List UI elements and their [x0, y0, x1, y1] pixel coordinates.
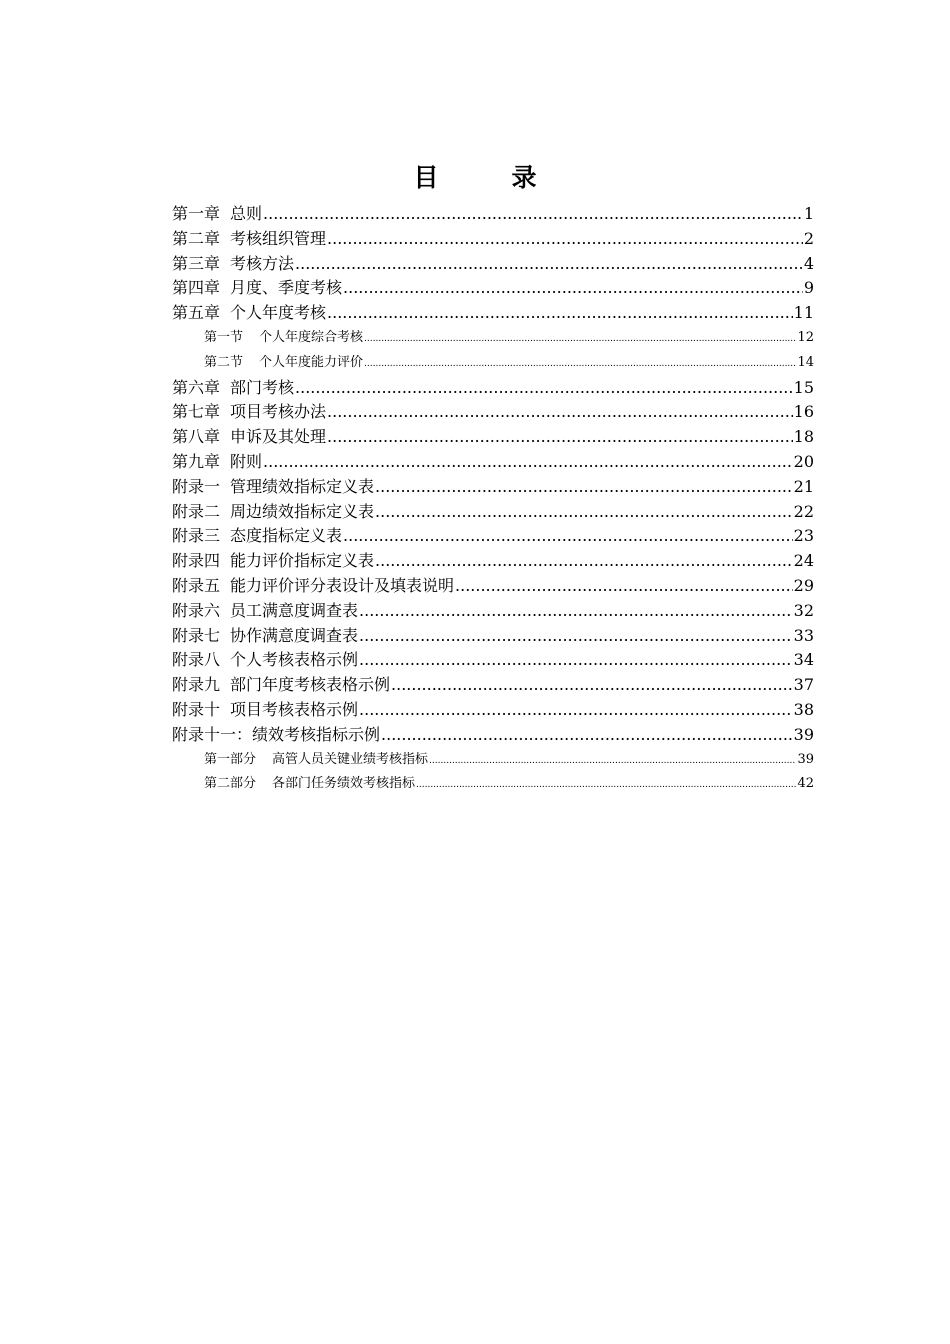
- toc-page-number: 38: [793, 699, 814, 719]
- toc-entry-text: 个人年度能力评价: [259, 354, 364, 370]
- toc-page-number: 4: [803, 253, 814, 273]
- toc-page-number: 39: [793, 724, 814, 744]
- toc-entry-label: 第九章: [172, 451, 221, 471]
- toc-chapter-entry[interactable]: [172, 549, 814, 574]
- toc-chapter-entry[interactable]: [172, 599, 814, 624]
- toc-entry-label: 第二部分: [204, 776, 257, 792]
- toc-chapter-entry[interactable]: [172, 574, 814, 599]
- toc-dot-leader: [359, 624, 793, 649]
- toc-dot-leader: [416, 772, 796, 798]
- toc-chapter-entry[interactable]: [172, 673, 814, 698]
- toc-dot-leader: [364, 326, 796, 352]
- toc-dot-leader: [295, 376, 793, 401]
- toc-dot-leader: [391, 673, 793, 698]
- toc-title: 目 录: [413, 163, 561, 192]
- toc-entry-label: 附录七: [172, 625, 221, 645]
- toc-dot-leader: [375, 475, 793, 500]
- toc-entry-text: 部门年度考核表格示例: [230, 675, 391, 695]
- toc-page-number: 18: [793, 427, 814, 447]
- toc-entry-text: 申诉及其处理: [230, 427, 327, 447]
- toc-page-number: 11: [793, 303, 814, 323]
- toc-page-number: 9: [803, 278, 814, 298]
- toc-entry-label: 附录五: [172, 575, 221, 595]
- toc-chapter-entry[interactable]: [172, 624, 814, 649]
- toc-dot-leader: [327, 400, 793, 425]
- toc-dot-leader: [263, 450, 793, 475]
- toc-page-number: 32: [793, 600, 814, 620]
- toc-chapter-entry[interactable]: [172, 202, 814, 227]
- toc-entry-label: 第四章: [172, 278, 221, 298]
- toc-dot-leader: [364, 351, 796, 377]
- toc-page-number: 15: [793, 377, 814, 397]
- toc-dot-leader: [359, 698, 793, 723]
- toc-entry-label: 第八章: [172, 427, 221, 447]
- toc-entry-text: 管理绩效指标定义表: [230, 476, 375, 496]
- toc-chapter-entry[interactable]: [172, 648, 814, 673]
- toc-entry-text: 月度、季度考核: [230, 278, 343, 298]
- toc-entry-text: 员工满意度调查表: [230, 600, 359, 620]
- toc-entry-label: 附录二: [172, 501, 221, 521]
- toc-page-number: 29: [793, 575, 814, 595]
- toc-section-entry[interactable]: [172, 772, 814, 797]
- toc-page-number: 24: [793, 551, 814, 571]
- toc-section-entry[interactable]: [172, 748, 814, 773]
- toc-dot-leader: [455, 574, 793, 599]
- toc-dot-leader: [327, 301, 793, 326]
- toc-chapter-entry[interactable]: [172, 227, 814, 252]
- toc-entry-text: 个人年度考核: [230, 303, 327, 323]
- toc-dot-leader: [381, 723, 793, 748]
- toc-entry-text: 绩效考核指标示例: [252, 724, 381, 744]
- toc-dot-leader: [429, 748, 796, 774]
- toc-entry-label: 第一节: [204, 329, 244, 345]
- toc-chapter-entry[interactable]: [172, 524, 814, 549]
- toc-chapter-entry[interactable]: [172, 450, 814, 475]
- toc-dot-leader: [343, 276, 803, 301]
- toc-entry-text: 各部门任务绩效考核指标: [272, 776, 416, 792]
- toc-entry-label: 附录六: [172, 600, 221, 620]
- toc-page-number: 1: [803, 204, 814, 223]
- toc-dot-leader: [375, 500, 793, 525]
- toc-entry-label: 第二节: [204, 354, 244, 370]
- toc-entry-label: 附录四: [172, 551, 221, 571]
- toc-page-number: 16: [793, 402, 814, 422]
- toc-page-number: 2: [803, 228, 814, 248]
- toc-entry-text: 总则: [230, 204, 263, 223]
- toc-entry-label: 附录十一：: [172, 724, 253, 744]
- toc-dot-leader: [375, 549, 793, 574]
- toc-chapter-entry[interactable]: [172, 425, 814, 450]
- toc-entry-label: 第六章: [172, 377, 221, 397]
- toc-entry-label: 附录八: [172, 650, 221, 670]
- toc-page-number: 39: [797, 751, 814, 767]
- toc-entry-label: 第三章: [172, 253, 221, 273]
- toc-chapter-entry[interactable]: [172, 723, 814, 748]
- toc-entry-text: 高管人员关键业绩考核指标: [272, 751, 429, 767]
- toc-dot-leader: [343, 524, 793, 549]
- toc-entry-text: 能力评价评分表设计及填表说明: [230, 575, 455, 595]
- toc-entry-text: 项目考核表格示例: [230, 699, 359, 719]
- toc-entry-text: 能力评价指标定义表: [230, 551, 375, 571]
- toc-entry-text: 个人考核表格示例: [230, 650, 359, 670]
- toc-chapter-entry[interactable]: [172, 301, 814, 326]
- toc-chapter-entry[interactable]: [172, 698, 814, 723]
- toc-entry-text: 考核组织管理: [230, 228, 327, 248]
- toc-page-number: 20: [793, 451, 814, 471]
- toc-section-entry[interactable]: [172, 351, 814, 376]
- toc-entry-label: 附录三: [172, 526, 221, 546]
- toc-dot-leader: [359, 599, 793, 624]
- toc-entry-label: 附录十: [172, 699, 221, 719]
- toc-section-entry[interactable]: [172, 326, 814, 351]
- toc-chapter-entry[interactable]: [172, 500, 814, 525]
- toc-entry-text: 附则: [230, 451, 263, 471]
- toc-dot-leader: [295, 252, 803, 277]
- toc-page-number: 34: [793, 650, 814, 670]
- toc-entry-label: 第二章: [172, 228, 221, 248]
- toc-chapter-entry[interactable]: [172, 376, 814, 401]
- toc-entry-label: 第五章: [172, 303, 221, 323]
- toc-entry-label: 附录一: [172, 476, 221, 496]
- toc-page-number: 12: [797, 329, 814, 345]
- toc-entry-text: 态度指标定义表: [230, 526, 343, 546]
- toc-entry-text: 考核方法: [230, 253, 295, 273]
- toc-chapter-entry[interactable]: [172, 252, 814, 277]
- toc-dot-leader: [263, 202, 803, 227]
- toc-page-number: 14: [797, 354, 814, 370]
- toc-dot-leader: [359, 648, 793, 673]
- toc-page-number: 23: [793, 526, 814, 546]
- toc-list: [172, 202, 814, 797]
- toc-entry-label: 第一章: [172, 204, 221, 223]
- toc-entry-label: 附录九: [172, 675, 221, 695]
- toc-entry-text: 周边绩效指标定义表: [230, 501, 375, 521]
- toc-entry-text: 部门考核: [230, 377, 295, 397]
- toc-entry-text: 个人年度综合考核: [259, 329, 364, 345]
- toc-entry-text: 项目考核办法: [230, 402, 327, 422]
- toc-entry-text: 协作满意度调查表: [230, 625, 359, 645]
- toc-chapter-entry[interactable]: [172, 400, 814, 425]
- toc-chapter-entry[interactable]: [172, 276, 814, 301]
- toc-page-number: 33: [793, 625, 814, 645]
- toc-page-number: 42: [797, 776, 814, 792]
- toc-page-number: 21: [793, 476, 814, 496]
- toc-dot-leader: [327, 227, 803, 252]
- toc-entry-label: 第七章: [172, 402, 221, 422]
- toc-page-number: 37: [793, 675, 814, 695]
- toc-page-number: 22: [793, 501, 814, 521]
- toc-entry-label: 第一部分: [204, 751, 257, 767]
- toc-dot-leader: [327, 425, 793, 450]
- toc-chapter-entry[interactable]: [172, 475, 814, 500]
